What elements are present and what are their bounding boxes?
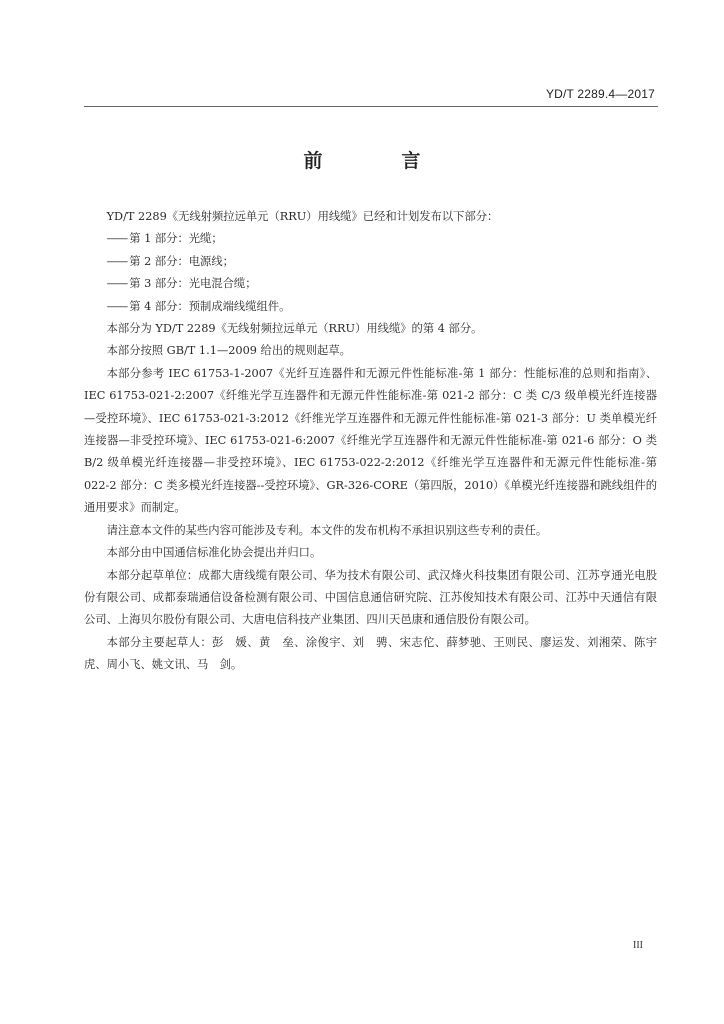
drafters-paragraph: 本部分主要起草人：彭 媛、黄 垒、涂俊宇、刘 骋、宋志佗、薛梦驰、王则民、廖运发、刘湘荣、陈宇虎、周小飞、姚文讯、马 剑。 bbox=[84, 635, 657, 672]
list-item bbox=[84, 296, 657, 318]
list-dash: —— bbox=[106, 299, 128, 313]
intro-paragraph: YD/T 2289《无线射频拉远单元（RRU）用线缆》已经和计划发布以下部分： bbox=[106, 210, 499, 223]
references-paragraph: 本部分参考 IEC 61753-1-2007《光纤互连器件和无源元件性能标准-第 1 部分：性能标准的总则和指南》、IEC 61753-021-2:2007《纤维光学互连器件和无源元件性能标准-第 021-2 部分：C 类 C/3 级单模光纤连接器—受控环境》、IEC 61753-021-3:2012《纤维光学互连器件和无源元件性能标准-第 021-3 部分：U 类单模光纤连接器—非受控环境》、IEC 61753-021-6:2007《纤维光学互连器件和无源元件性能标准-第 021-6 部分：O 类 B/2 级单模光纤连接器—非受控环境》、IEC 61753-022-2:2012《纤维光学互连器件和无源元件性能标准-第 022-2 部分：C 类多模光纤连接器--受控环境》、GR-326-CORE（第四版，2010）《单模光纤连接器和跳线组件的通用要求》而制定。 bbox=[84, 366, 657, 515]
list-dash: —— bbox=[106, 254, 128, 268]
proposer-paragraph: 本部分由中国通信标准化协会提出并归口。 bbox=[106, 546, 322, 560]
document-code: YD/T 2289.4—2017 bbox=[545, 87, 655, 101]
list-dash: —— bbox=[106, 232, 128, 246]
page-title: 前 言 bbox=[303, 150, 451, 172]
header-rule bbox=[84, 106, 658, 107]
list-item bbox=[84, 273, 657, 295]
list-item-text: 第 4 部分：预制成端线缆组件。 bbox=[129, 299, 291, 313]
document-body bbox=[84, 206, 657, 677]
this-part-paragraph: 本部分为 YD/T 2289《无线射频拉远单元（RRU）用线缆》的第 4 部分。 bbox=[106, 322, 483, 336]
list-item-text: 第 2 部分：电源线； bbox=[129, 254, 234, 268]
patent-notice-paragraph: 请注意本文件的某些内容可能涉及专利。本文件的发布机构不承担识别这些专利的责任。 bbox=[106, 523, 548, 537]
page-number: III bbox=[633, 940, 643, 951]
list-item-text: 第 3 部分：光电混合缆； bbox=[129, 277, 257, 291]
drafting-rules-paragraph: 本部分按照 GB/T 1.1—2009 给出的规则起草。 bbox=[106, 344, 351, 358]
list-item-text: 第 1 部分：光缆； bbox=[129, 232, 223, 246]
drafting-units-paragraph: 本部分起草单位：成都大唐线缆有限公司、华为技术有限公司、武汉烽火科技集团有限公司、江苏亨通光电股份有限公司、成都泰瑞通信设备检测有限公司、中国信息通信研究院、江苏俊知技术有限公司、江苏中天通信有限公司、上海贝尔股份有限公司、大唐电信科技产业集团、四川天邑康和通信股份有限公司。 bbox=[84, 568, 657, 627]
list-item bbox=[84, 251, 657, 273]
list-dash: —— bbox=[106, 277, 128, 291]
list-item bbox=[84, 228, 657, 250]
